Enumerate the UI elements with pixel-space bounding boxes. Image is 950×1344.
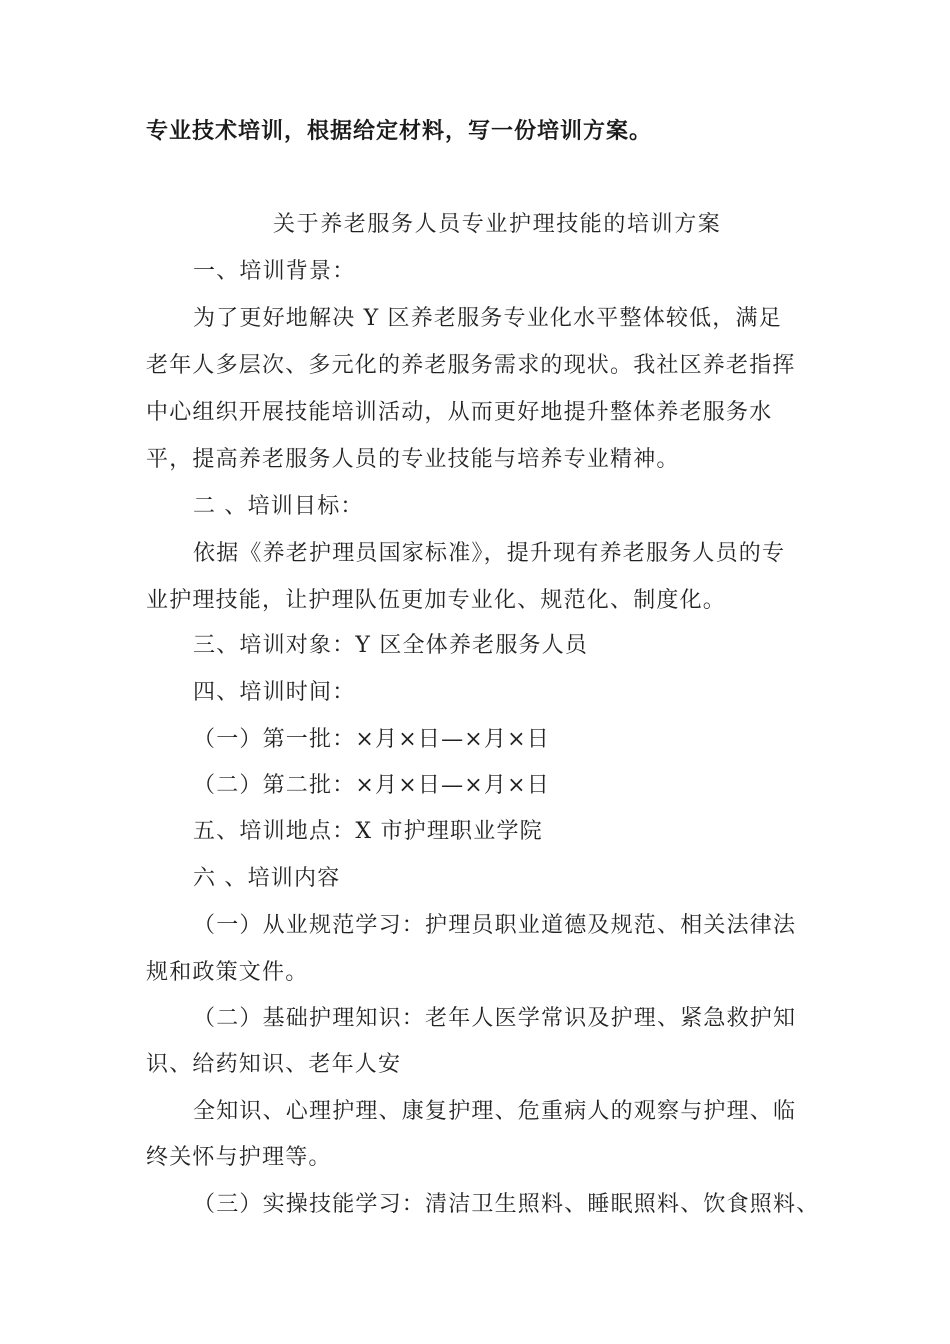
paragraph-line: 全知识、心理护理、康复护理、危重病人的观察与护理、临 [193, 1099, 797, 1124]
paragraph-line: 老年人多层次、多元化的养老服务需求的现状。我社区养老指挥 [146, 353, 796, 378]
paragraph-line: 终关怀与护理等。 [146, 1145, 332, 1170]
schedule-batch-1: （一）第一批：×月×日—×月×日 [193, 727, 550, 752]
paragraph-line: 依据《养老护理员国家标准》，提升现有养老服务人员的专 [193, 541, 786, 566]
schedule-batch-2: （二）第二批：×月×日—×月×日 [193, 773, 550, 798]
intro-instruction: 专业技术培训，根据给定材料，写一份培训方案。 [146, 119, 653, 144]
section-heading-time: 四、培训时间： [193, 680, 356, 705]
section-heading-audience: 三、培训对象：Y 区全体养老服务人员 [193, 633, 589, 658]
paragraph-line: 识、给药知识、老年人安 [146, 1052, 402, 1077]
paragraph-line: 平，提高养老服务人员的专业技能与培养专业精神。 [146, 447, 680, 472]
document-title: 关于养老服务人员专业护理技能的培训方案 [273, 212, 722, 237]
paragraph-line: 为了更好地解决 Y 区养老服务专业化水平整体较低，满足 [193, 306, 782, 331]
paragraph-line: 规和政策文件。 [146, 960, 309, 985]
section-heading-content: 六 、培训内容 [193, 866, 341, 891]
section-heading-goals: 二 、培训目标： [193, 494, 364, 519]
paragraph-line: （一）从业规范学习：护理员职业道德及规范、相关法律法 [193, 913, 797, 938]
section-heading-location: 五、培训地点：X 市护理职业学院 [193, 819, 543, 844]
paragraph-line: 中心组织开展技能培训活动，从而更好地提升整体养老服务水 [146, 400, 773, 425]
section-heading-background: 一、培训背景： [193, 259, 356, 284]
paragraph-line: 业护理技能，让护理队伍更加专业化、规范化、制度化。 [146, 588, 727, 613]
paragraph-line: （二）基础护理知识：老年人医学常识及护理、紧急救护知 [193, 1006, 797, 1031]
paragraph-line: （三）实操技能学习：清洁卫生照料、睡眠照料、饮食照料、 [193, 1192, 820, 1217]
